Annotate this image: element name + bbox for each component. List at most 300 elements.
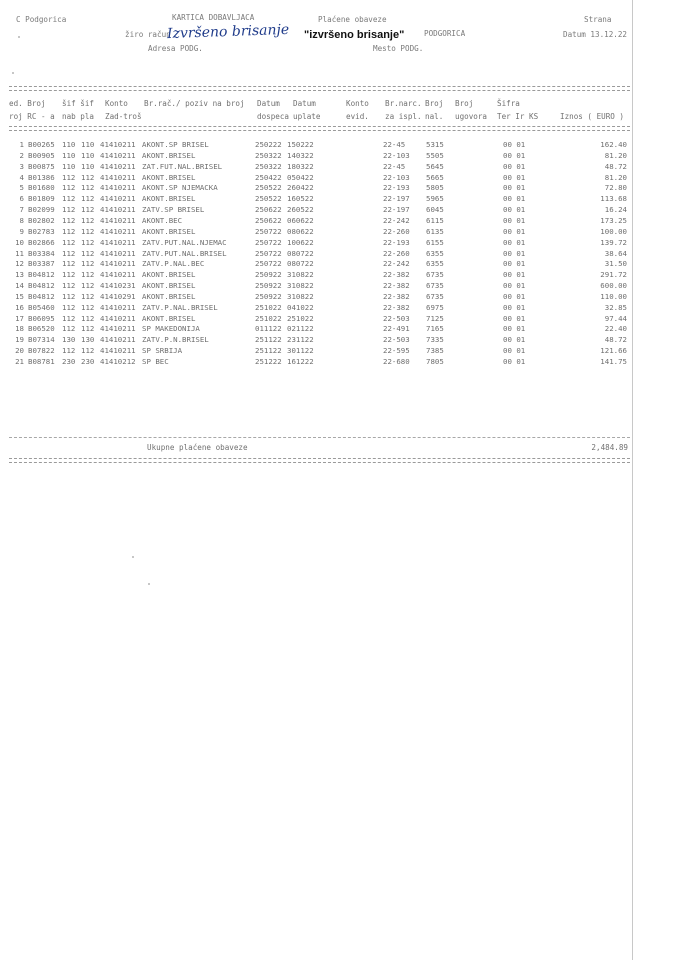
row-br-narc: 22-503 — [383, 335, 410, 345]
row-konto: 41410211 — [100, 226, 136, 236]
row-sif-nab: 112 — [62, 248, 76, 258]
row-dospeca: 250922 — [255, 270, 282, 280]
col-datum-1: Datum — [257, 99, 280, 108]
table-row — [0, 346, 679, 356]
row-opis: AKONT.BRISEL — [142, 270, 196, 280]
row-uplate: 021122 — [287, 324, 314, 334]
row-br-narc: 22-193 — [383, 183, 410, 193]
row-sif-nab: 110 — [62, 161, 76, 171]
row-sifra: 00 01 — [503, 281, 526, 290]
row-rc: B01386 — [28, 172, 55, 182]
col-broj-nal: Broj — [425, 99, 444, 108]
row-br-narc: 22-45 — [383, 140, 406, 149]
row-sif-nab: 112 — [62, 346, 76, 356]
row-uplate: 100622 — [287, 237, 314, 247]
row-uplate: 260422 — [287, 183, 314, 193]
row-iznos: 38.64 — [604, 248, 627, 258]
row-number: 17 — [15, 313, 24, 323]
row-iznos: 81.20 — [604, 172, 627, 182]
col-evid: evid. — [346, 112, 369, 121]
table-row — [0, 303, 679, 313]
handwritten-note: Izvršeno brisanje — [166, 21, 290, 43]
org-name: C Podgorica — [16, 15, 67, 24]
row-br-narc: 22-242 — [383, 259, 410, 269]
row-opis: AKONT.BRISEL — [142, 291, 196, 301]
row-rc: B02783 — [28, 226, 55, 236]
row-uplate: 080622 — [287, 226, 314, 236]
row-sifra: 00 01 — [503, 237, 526, 247]
row-opis: AKONT.BRISEL — [142, 281, 196, 290]
row-konto: 41410211 — [100, 237, 136, 247]
col-dospeca: dospeca — [257, 112, 290, 121]
table-row — [0, 173, 679, 183]
table-row — [0, 259, 679, 269]
row-number: 18 — [15, 324, 24, 334]
row-konto: 41410212 — [100, 357, 136, 366]
row-sifra: 00 01 — [503, 161, 526, 171]
row-konto: 41410211 — [100, 140, 136, 149]
table-row — [0, 183, 679, 193]
row-iznos: 141.75 — [600, 357, 627, 366]
row-sif-nab: 112 — [62, 226, 76, 236]
row-uplate: 161222 — [287, 357, 314, 366]
row-konto: 41410211 — [100, 259, 136, 269]
row-number: 19 — [15, 335, 24, 345]
row-dospeca: 251222 — [255, 357, 282, 366]
row-iznos: 600.00 — [600, 281, 627, 290]
row-opis: AKONT.BRISEL — [142, 172, 196, 182]
row-dospeca: 250922 — [255, 291, 282, 301]
address-label: Adresa PODG. — [148, 44, 203, 53]
row-iznos: 100.00 — [600, 226, 627, 236]
row-broj-nal: 5965 — [426, 194, 444, 204]
row-sif-nab: 112 — [62, 194, 76, 204]
mark-dot — [132, 556, 134, 558]
col-br-narc: Br.narc. — [385, 99, 422, 108]
row-br-narc: 22-242 — [383, 215, 410, 225]
row-opis: AKONT.BRISEL — [142, 226, 196, 236]
total-label: Ukupne plaćene obaveze — [147, 443, 248, 452]
row-uplate: 050422 — [287, 172, 314, 182]
col-konto-evid: Konto — [346, 99, 369, 108]
row-sif-pla: 110 — [81, 140, 95, 149]
row-iznos: 162.40 — [600, 140, 627, 149]
row-dospeca: 251022 — [255, 302, 282, 312]
footer-rule — [9, 458, 630, 463]
col-roj-rc: roj RC - a — [9, 112, 55, 121]
row-iznos: 16.24 — [604, 205, 627, 215]
row-sifra: 00 01 — [503, 270, 526, 280]
total-rule — [9, 437, 630, 438]
row-opis: SP SRBIJA — [142, 346, 183, 356]
row-sif-pla: 112 — [81, 291, 95, 301]
row-sif-pla: 112 — [81, 270, 95, 280]
row-dospeca: 251122 — [255, 335, 282, 345]
row-sif-nab: 112 — [62, 183, 76, 193]
table-row — [0, 194, 679, 204]
row-sif-pla: 112 — [81, 324, 95, 334]
row-number: 15 — [15, 291, 24, 301]
row-konto: 41410211 — [100, 194, 136, 204]
row-konto: 41410211 — [100, 172, 136, 182]
row-br-narc: 22-382 — [383, 270, 410, 280]
col-ter-ir-ks: Ter Ir KS — [497, 112, 539, 121]
table-row — [0, 249, 679, 259]
row-sifra: 00 01 — [503, 346, 526, 356]
row-number: 9 — [19, 226, 24, 236]
row-sifra: 00 01 — [503, 215, 526, 225]
row-sifra: 00 01 — [503, 324, 526, 334]
col-sifra: Šifra — [497, 99, 520, 108]
mark-dot — [12, 72, 14, 74]
row-konto: 41410211 — [100, 346, 136, 356]
row-konto: 41410211 — [100, 215, 136, 225]
table-row — [0, 357, 679, 367]
row-rc: B00265 — [28, 140, 55, 149]
row-uplate: 041022 — [287, 302, 314, 312]
row-number: 12 — [15, 259, 24, 269]
mark-dot — [18, 36, 20, 38]
col-ed-broj: ed. Broj — [9, 99, 46, 108]
row-number: 4 — [19, 172, 24, 182]
row-opis: ZATV.P.NAL.BRISEL — [142, 302, 218, 312]
row-sifra: 00 01 — [503, 313, 526, 323]
row-opis: ZATV.PUT.NAL.NJEMAC — [142, 237, 227, 247]
city-label: PODGORICA — [424, 29, 466, 38]
row-uplate: 310822 — [287, 270, 314, 280]
row-sifra: 00 01 — [503, 205, 526, 215]
row-uplate: 231122 — [287, 335, 314, 345]
row-rc: B07314 — [28, 335, 55, 345]
row-iznos: 121.66 — [600, 346, 627, 356]
col-zad-tros: Zad-troš — [105, 112, 142, 121]
col-uplate: uplate — [293, 112, 321, 121]
col-sif: šif šif — [62, 99, 95, 108]
row-br-narc: 22-45 — [383, 161, 406, 171]
row-sifra: 00 01 — [503, 140, 526, 149]
row-br-narc: 22-103 — [383, 150, 410, 160]
row-konto: 41410291 — [100, 291, 136, 301]
row-sifra: 00 01 — [503, 335, 526, 345]
row-br-narc: 22-197 — [383, 194, 410, 204]
row-number: 5 — [19, 183, 24, 193]
row-dospeca: 250322 — [255, 150, 282, 160]
row-rc: B02866 — [28, 237, 55, 247]
col-broj-ug: Broj — [455, 99, 474, 108]
row-number: 11 — [15, 248, 24, 258]
row-rc: B06095 — [28, 313, 55, 323]
row-number: 14 — [15, 281, 24, 290]
row-dospeca: 250622 — [255, 205, 282, 215]
row-iznos: 173.25 — [600, 215, 627, 225]
row-number: 3 — [19, 161, 24, 171]
row-iznos: 291.72 — [600, 270, 627, 280]
col-konto: Konto — [105, 99, 128, 108]
row-br-narc: 22-260 — [383, 226, 410, 236]
col-br-rac: Br.rač./ poziv na broj — [144, 99, 245, 108]
row-sif-pla: 112 — [81, 281, 95, 290]
row-iznos: 48.72 — [604, 161, 627, 171]
row-rc: B08781 — [28, 357, 55, 366]
row-opis: SP BEC — [142, 357, 169, 366]
row-uplate: 180322 — [287, 161, 314, 171]
row-opis: ZATV.PUT.NAL.BRISEL — [142, 248, 227, 258]
row-opis: AKONT.BRISEL — [142, 194, 196, 204]
row-br-narc: 22-197 — [383, 205, 410, 215]
row-iznos: 32.85 — [604, 302, 627, 312]
row-sif-nab: 230 — [62, 357, 76, 366]
row-konto: 41410211 — [100, 205, 136, 215]
row-broj-nal: 6355 — [426, 259, 444, 269]
row-sif-nab: 112 — [62, 172, 76, 182]
row-konto: 41410211 — [100, 324, 136, 334]
row-opis: SP MAKEDONIJA — [142, 324, 200, 334]
table-row — [0, 314, 679, 324]
row-opis: ZATV.P.NAL.BEC — [142, 259, 205, 269]
table-row — [0, 140, 679, 150]
row-rc: B02802 — [28, 215, 55, 225]
page-label: Strana — [584, 15, 612, 24]
row-dospeca: 250922 — [255, 281, 282, 290]
row-iznos: 31.50 — [604, 259, 627, 269]
row-sif-pla: 112 — [81, 248, 95, 258]
row-iznos: 22.40 — [604, 324, 627, 334]
table-row — [0, 292, 679, 302]
row-opis: AKONT.SP NJEMACKA — [142, 183, 218, 193]
row-uplate: 080722 — [287, 259, 314, 269]
row-number: 10 — [15, 237, 24, 247]
row-rc: B04812 — [28, 270, 55, 280]
row-sif-nab: 130 — [62, 335, 76, 345]
row-sif-nab: 110 — [62, 140, 76, 149]
row-sifra: 00 01 — [503, 172, 526, 182]
row-sif-nab: 112 — [62, 270, 76, 280]
row-sifra: 00 01 — [503, 302, 526, 312]
col-iznos: Iznos ( EURO ) — [560, 112, 625, 121]
row-sif-nab: 110 — [62, 150, 76, 160]
card-title: KARTICA DOBAVLJACA — [172, 13, 255, 22]
row-br-narc: 22-503 — [383, 313, 410, 323]
row-sif-pla: 112 — [81, 183, 95, 193]
row-uplate: 080722 — [287, 248, 314, 258]
row-uplate: 251022 — [287, 313, 314, 323]
row-br-narc: 22-491 — [383, 324, 410, 334]
row-sif-pla: 112 — [81, 302, 95, 312]
row-rc: B01809 — [28, 194, 55, 204]
row-iznos: 97.44 — [604, 313, 627, 323]
col-za-ispl: za ispl. — [385, 112, 422, 121]
row-dospeca: 250522 — [255, 183, 282, 193]
row-opis: AKONT.SP BRISEL — [142, 140, 209, 149]
row-dospeca: 250622 — [255, 215, 282, 225]
row-konto: 41410211 — [100, 302, 136, 312]
row-sif-pla: 112 — [81, 226, 95, 236]
row-number: 8 — [19, 215, 24, 225]
row-broj-nal: 7335 — [426, 335, 444, 345]
row-broj-nal: 6975 — [426, 302, 444, 312]
row-uplate: 301122 — [287, 346, 314, 356]
col-nab-pla: nab pla — [62, 112, 95, 121]
row-broj-nal: 7165 — [426, 324, 444, 334]
row-number: 7 — [19, 205, 24, 215]
row-sifra: 00 01 — [503, 291, 526, 301]
row-konto: 41410211 — [100, 183, 136, 193]
row-br-narc: 22-382 — [383, 302, 410, 312]
row-rc: B03387 — [28, 259, 55, 269]
table-row — [0, 281, 679, 291]
row-sif-pla: 112 — [81, 172, 95, 182]
row-sif-nab: 112 — [62, 237, 76, 247]
row-number: 16 — [15, 302, 24, 312]
row-sifra: 00 01 — [503, 150, 526, 160]
row-uplate: 160522 — [287, 194, 314, 204]
row-iznos: 139.72 — [600, 237, 627, 247]
col-nal: nal. — [425, 112, 444, 121]
row-number: 21 — [15, 357, 24, 366]
row-sif-pla: 112 — [81, 346, 95, 356]
row-rc: B06520 — [28, 324, 55, 334]
row-br-narc: 22-680 — [383, 357, 410, 366]
row-broj-nal: 5665 — [426, 172, 444, 182]
row-iznos: 72.80 — [604, 183, 627, 193]
row-konto: 41410211 — [100, 248, 136, 258]
row-konto: 41410211 — [100, 270, 136, 280]
table-row — [0, 216, 679, 226]
row-broj-nal: 7805 — [426, 357, 444, 366]
row-br-narc: 22-382 — [383, 281, 410, 290]
row-br-narc: 22-260 — [383, 248, 410, 258]
row-rc: B00905 — [28, 150, 55, 160]
row-dospeca: 251022 — [255, 313, 282, 323]
row-sifra: 00 01 — [503, 248, 526, 258]
row-sifra: 00 01 — [503, 226, 526, 236]
row-number: 13 — [15, 270, 24, 280]
row-sif-pla: 112 — [81, 205, 95, 215]
row-sif-pla: 230 — [81, 357, 95, 366]
row-konto: 41410211 — [100, 313, 136, 323]
row-broj-nal: 6045 — [426, 205, 444, 215]
row-sif-nab: 112 — [62, 313, 76, 323]
row-sif-pla: 110 — [81, 161, 95, 171]
row-sif-pla: 112 — [81, 215, 95, 225]
row-sif-nab: 112 — [62, 215, 76, 225]
row-rc: B07822 — [28, 346, 55, 356]
row-iznos: 113.68 — [600, 194, 627, 204]
row-dospeca: 011122 — [255, 324, 282, 334]
row-broj-nal: 6135 — [426, 226, 444, 236]
row-number: 20 — [15, 346, 24, 356]
row-sif-pla: 112 — [81, 237, 95, 247]
table-row — [0, 227, 679, 237]
row-dospeca: 250722 — [255, 248, 282, 258]
table-row — [0, 151, 679, 161]
row-sifra: 00 01 — [503, 194, 526, 204]
row-sif-nab: 112 — [62, 259, 76, 269]
row-uplate: 150222 — [287, 140, 314, 149]
row-sif-nab: 112 — [62, 281, 76, 290]
row-number: 1 — [19, 140, 24, 149]
row-broj-nal: 5805 — [426, 183, 444, 193]
account-label: žiro račun — [125, 30, 171, 39]
row-rc: B03384 — [28, 248, 55, 258]
row-iznos: 48.72 — [604, 335, 627, 345]
row-dospeca: 250722 — [255, 226, 282, 236]
row-broj-nal: 6735 — [426, 281, 444, 290]
row-number: 6 — [19, 194, 24, 204]
table-row — [0, 335, 679, 345]
row-sif-nab: 112 — [62, 205, 76, 215]
row-dospeca: 250722 — [255, 259, 282, 269]
row-dospeca: 250222 — [255, 140, 282, 149]
row-uplate: 310822 — [287, 281, 314, 290]
row-broj-nal: 5505 — [426, 150, 444, 160]
row-iznos: 81.20 — [604, 150, 627, 160]
row-rc: B05460 — [28, 302, 55, 312]
row-konto: 41410211 — [100, 161, 136, 171]
total-value: 2,484.89 — [591, 443, 628, 452]
col-datum-2: Datum — [293, 99, 316, 108]
row-uplate: 060622 — [287, 215, 314, 225]
table-row — [0, 324, 679, 334]
date-label: Datum 13.12.22 — [563, 30, 628, 39]
row-dospeca: 250322 — [255, 161, 282, 171]
row-opis: AKONT.BRISEL — [142, 150, 196, 160]
header-rule — [9, 86, 630, 91]
place-label: Mesto PODG. — [373, 44, 424, 53]
row-broj-nal: 7125 — [426, 313, 444, 323]
row-broj-nal: 6735 — [426, 291, 444, 301]
row-konto: 41410211 — [100, 150, 136, 160]
row-opis: ZATV.SP BRISEL — [142, 205, 205, 215]
row-opis: ZAT.FUT.NAL.BRISEL — [142, 161, 223, 171]
row-konto: 41410211 — [100, 335, 136, 345]
table-row — [0, 205, 679, 215]
row-broj-nal: 6115 — [426, 215, 444, 225]
row-uplate: 140322 — [287, 150, 314, 160]
row-iznos: 110.00 — [600, 291, 627, 301]
row-sif-pla: 112 — [81, 313, 95, 323]
row-sif-nab: 112 — [62, 291, 76, 301]
col-ugovora: ugovora — [455, 112, 488, 121]
table-row — [0, 238, 679, 248]
row-broj-nal: 5315 — [426, 140, 444, 149]
row-broj-nal: 6355 — [426, 248, 444, 258]
row-sif-pla: 112 — [81, 194, 95, 204]
row-uplate: 310822 — [287, 291, 314, 301]
row-br-narc: 22-595 — [383, 346, 410, 356]
row-konto: 41410231 — [100, 281, 136, 290]
row-number: 2 — [19, 150, 24, 160]
row-dospeca: 250722 — [255, 237, 282, 247]
row-rc: B00875 — [28, 161, 55, 171]
row-opis: AKONT.BEC — [142, 215, 183, 225]
row-opis: ZATV.P.N.BRISEL — [142, 335, 209, 345]
payments-title: Plaćene obaveze — [318, 15, 387, 24]
row-sif-nab: 112 — [62, 302, 76, 312]
table-head-rule — [9, 126, 630, 131]
row-sifra: 00 01 — [503, 357, 526, 366]
row-broj-nal: 6155 — [426, 237, 444, 247]
row-br-narc: 22-193 — [383, 237, 410, 247]
row-sifra: 00 01 — [503, 183, 526, 193]
row-rc: B02099 — [28, 205, 55, 215]
row-sif-pla: 112 — [81, 259, 95, 269]
row-broj-nal: 5645 — [426, 161, 444, 171]
mark-dot — [148, 583, 150, 585]
row-rc: B04812 — [28, 281, 55, 290]
row-opis: AKONT.BRISEL — [142, 313, 196, 323]
row-sif-nab: 112 — [62, 324, 76, 334]
